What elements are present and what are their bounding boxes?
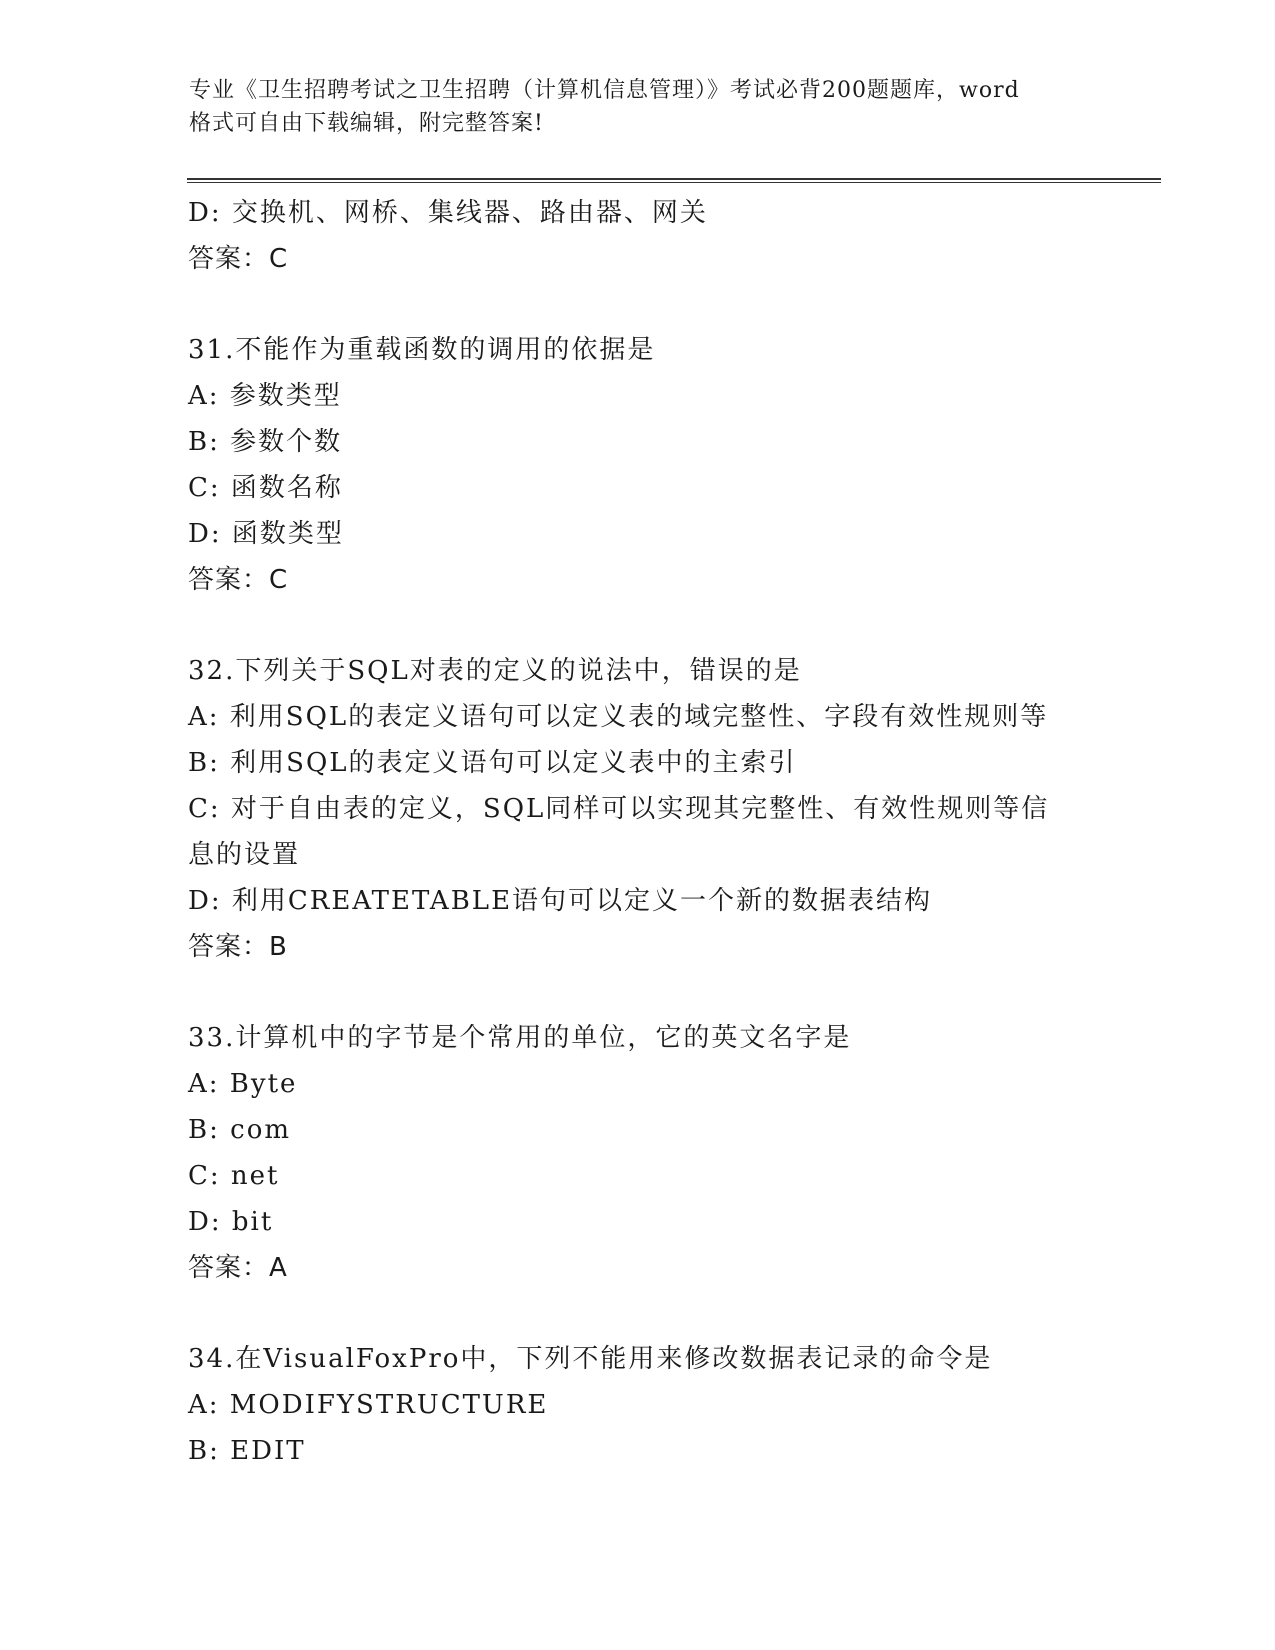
- header-line-2: 格式可自由下载编辑，附完整答案!: [189, 111, 544, 136]
- page-header: [189, 74, 1089, 140]
- option-b: B: com: [188, 1115, 291, 1145]
- option-b: B: 参数个数: [188, 427, 343, 457]
- header-line-1: 专业《卫生招聘考试之卫生招聘（计算机信息管理）》考试必背200题题库，word: [189, 78, 1020, 103]
- question-32: [188, 648, 1088, 970]
- option-c-continued: 息的设置: [188, 840, 301, 870]
- previous-question-tail: [188, 190, 1088, 282]
- option-a: A: 参数类型: [188, 381, 342, 411]
- option-d: D: 利用CREATETABLE语句可以定义一个新的数据表结构: [188, 886, 933, 916]
- question-list: [188, 190, 1088, 1474]
- header-divider: [187, 178, 1161, 183]
- option-a: A: 利用SQL的表定义语句可以定义表的域完整性、字段有效性规则等: [188, 702, 1049, 732]
- option-a: A: Byte: [188, 1069, 298, 1099]
- question-33: [188, 1015, 1088, 1291]
- option-d: D: 交换机、网桥、集线器、路由器、网关: [188, 198, 708, 228]
- option-d: D: 函数类型: [188, 519, 344, 549]
- option-c: C: 对于自由表的定义，SQL同样可以实现其完整性、有效性规则等信: [188, 794, 1050, 824]
- answer: 答案：A: [188, 1253, 288, 1283]
- option-c: C: net: [188, 1161, 280, 1191]
- question-stem: 31.不能作为重载函数的调用的依据是: [188, 335, 656, 365]
- question-stem: 34.在VisualFoxPro中，下列不能用来修改数据表记录的命令是: [188, 1344, 993, 1374]
- option-d: D: bit: [188, 1207, 274, 1237]
- option-b: B: 利用SQL的表定义语句可以定义表中的主索引: [188, 748, 797, 778]
- question-stem: 32.下列关于SQL对表的定义的说法中，错误的是: [188, 656, 802, 686]
- option-b: B: EDIT: [188, 1436, 306, 1466]
- option-a: A: MODIFYSTRUCTURE: [188, 1390, 549, 1420]
- option-c: C: 函数名称: [188, 473, 343, 503]
- question-stem: 33.计算机中的字节是个常用的单位，它的英文名字是: [188, 1023, 852, 1053]
- answer: 答案：B: [188, 932, 288, 962]
- question-31: [188, 327, 1088, 603]
- answer: 答案：C: [188, 565, 289, 595]
- answer: 答案：C: [188, 244, 289, 274]
- question-34: [188, 1336, 1088, 1474]
